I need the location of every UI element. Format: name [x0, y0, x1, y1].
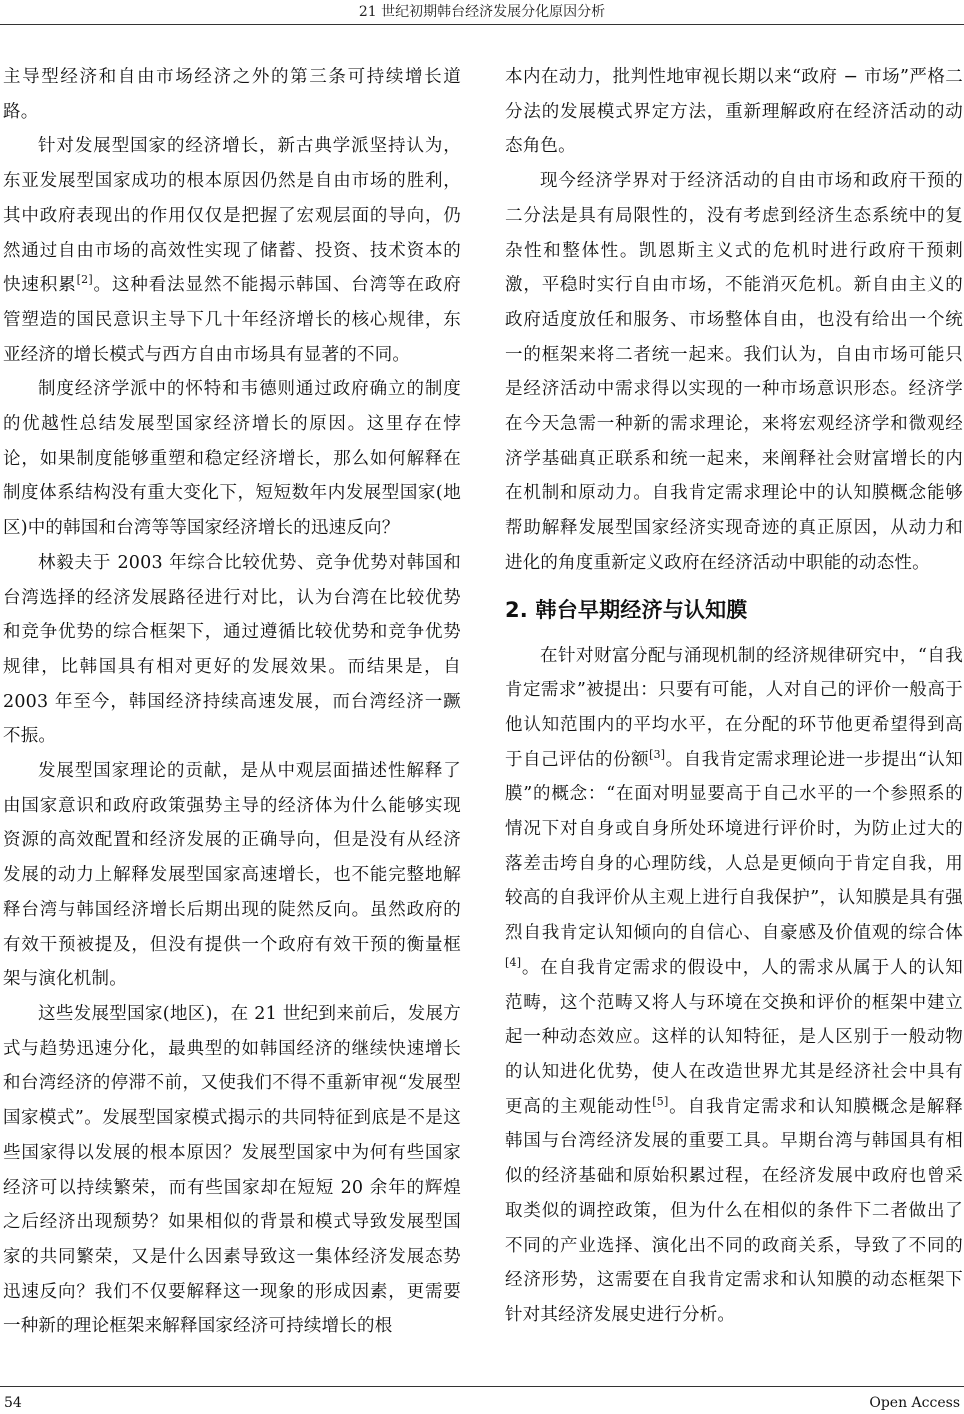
- paragraph-text: 在针对财富分配与涌现机制的经济规律研究中，“自我肯定需求”被提出：只要有可能，人对自己的评价一般高于他认知范围内的平均水平，在分配的环节他更希望得到高于自己评估的份额: [505, 645, 963, 770]
- paragraph-text: 。自我肯定需求和认知膜概念是解释韩国与台湾经济发展的重要工具。早期台湾与韩国具有相似的经济基础和原始积累过程，在经济发展中政府也曾采取类似的调控政策，但为什么在相似的条件下二者做出了不同的产业选择、演化出不同的政商关系，导致了不同的经济形势，这需要在自我肯定需求和认知膜的动态框架下针对其经济发展史进行分析。: [505, 1096, 964, 1325]
- left-column: [3, 60, 461, 1344]
- footer-rule: [0, 1386, 964, 1387]
- paragraph: 主导型经济和自由市场经济之外的第三条可持续增长道路。: [3, 67, 461, 122]
- paragraph-text: 。自我肯定需求理论进一步提出“认知膜”的概念：“在面对明显要高于自己水平的一个参照系的情况下对自身或自身所处环境进行评价时，为防止过大的落差击垮自身的心理防线，人总是更倾向于肯定自我，用较高的自我评价从主观上进行自我保护”，认知膜是具有强烈自我肯定认知倾向的自信心、自豪感及价值观的综合体: [505, 749, 963, 944]
- citation: [3]: [649, 747, 666, 761]
- citation: [2]: [76, 273, 93, 287]
- paragraph: [505, 639, 963, 1333]
- paragraph: 本内在动力，批判性地审视长期以来“政府 − 市场”严格二分法的发展模式界定方法，重新理解政府在经济活动的动态角色。: [505, 67, 963, 157]
- paragraph-text: 。在自我肯定需求的假设中，人的需求从属于人的认知范畴，这个范畴又将人与环境在交换和评价的框架中建立起一种动态效应。这样的认知特征，是人区别于一般动物的认知进化优势，使人在改造世界尤其是经济社会中具有更高的主观能动性: [505, 957, 963, 1117]
- right-column: [505, 60, 963, 1333]
- paragraph: 这些发展型国家(地区)，在 21 世纪到来前后，发展方式与趋势迅速分化，最典型的如韩国经济的继续快速增长和台湾经济的停滞不前，又使我们不得不重新审视“发展型国家模式”。发展型国家模式揭示的共同特征到底是不是这些国家得以发展的根本原因？发展型国家中为何有些国家经济可以持续繁荣，而有些国家却在短短 20 余年的辉煌之后经济出现颓势？如果相似的背景和模式导致发展型国家的共同繁荣，又是什么因素导致这一集体经济发展态势迅速反向？我们不仅要解释这一现象的形成因素，更需要一种新的理论框架来解释国家经济可持续增长的根: [3, 1003, 461, 1337]
- header-rule: [0, 24, 964, 25]
- paragraph-text: 针对发展型国家的经济增长，新古典学派坚持认为，东亚发展型国家成功的根本原因仍然是自由市场的胜利，其中政府表现出的作用仅仅是把握了宏观层面的导向，仍然通过自由市场的高效性实现了储蓄、投资、技术资本的快速积累: [3, 136, 461, 296]
- paragraph: [3, 129, 461, 372]
- journal-label: Open Access: [869, 1395, 960, 1411]
- paragraph: 林毅夫于 2003 年综合比较优势、竞争优势对韩国和台湾选择的经济发展路径进行对比，认为台湾在比较优势和竞争优势的综合框架下，通过遵循比较优势和竞争优势规律，比韩国具有相对更好的发展效果。而结果是，自 2003 年至今，韩国经济持续高速发展，而台湾经济一蹶不振。: [3, 552, 461, 747]
- page-footer: [0, 1386, 964, 1414]
- section-heading: 2. 韩台早期经济与认知膜: [505, 597, 748, 622]
- paragraph-text: 。这种看法显然不能揭示韩国、台湾等在政府管塑造的国民意识主导下几十年经济增长的核心规律，东亚经济的增长模式与西方自由市场具有显著的不同。: [3, 275, 461, 365]
- citation: [4]: [505, 956, 522, 970]
- citation: [5]: [652, 1094, 669, 1108]
- running-header: [0, 0, 964, 26]
- page-number: 54: [4, 1395, 22, 1411]
- paragraph: 发展型国家理论的贡献，是从中观层面描述性解释了由国家意识和政府政策强势主导的经济体为什么能够实现资源的高效配置和经济发展的正确导向，但是没有从经济发展的动力上解释发展型国家高速增长，也不能完整地解释台湾与韩国经济增长后期出现的陡然反向。虽然政府的有效干预被提及，但没有提供一个政府有效干预的衡量框架与演化机制。: [3, 761, 461, 990]
- paragraph: 制度经济学派中的怀特和韦德则通过政府确立的制度的优越性总结发展型国家经济增长的原因。这里存在悖论，如果制度能够重塑和稳定经济增长，那么如何解释在制度体系结构没有重大变化下，短短数年内发展型国家(地区)中的韩国和台湾等等国家经济增长的迅速反向？: [3, 379, 461, 539]
- running-title: 21 世纪初期韩台经济发展分化原因分析: [358, 4, 606, 20]
- paragraph: 现今经济学界对于经济活动的自由市场和政府干预的二分法是具有局限性的，没有考虑到经济生态系统中的复杂性和整体性。凯恩斯主义式的危机时进行政府干预刺激，平稳时实行自由市场，不能消灭危机。新自由主义的政府适度放任和服务、市场整体自由，也没有给出一个统一的框架来将二者统一起来。我们认为，自由市场可能只是经济活动中需求得以实现的一种市场意识形态。经济学在今天急需一种新的需求理论，来将宏观经济学和微观经济学基础真正联系和统一起来，来阐释社会财富增长的内在机制和原动力。自我肯定需求理论中的认知膜概念能够帮助解释发展型国家经济实现奇迹的真正原因，从动力和进化的角度重新定义政府在经济活动中职能的动态性。: [505, 171, 963, 573]
